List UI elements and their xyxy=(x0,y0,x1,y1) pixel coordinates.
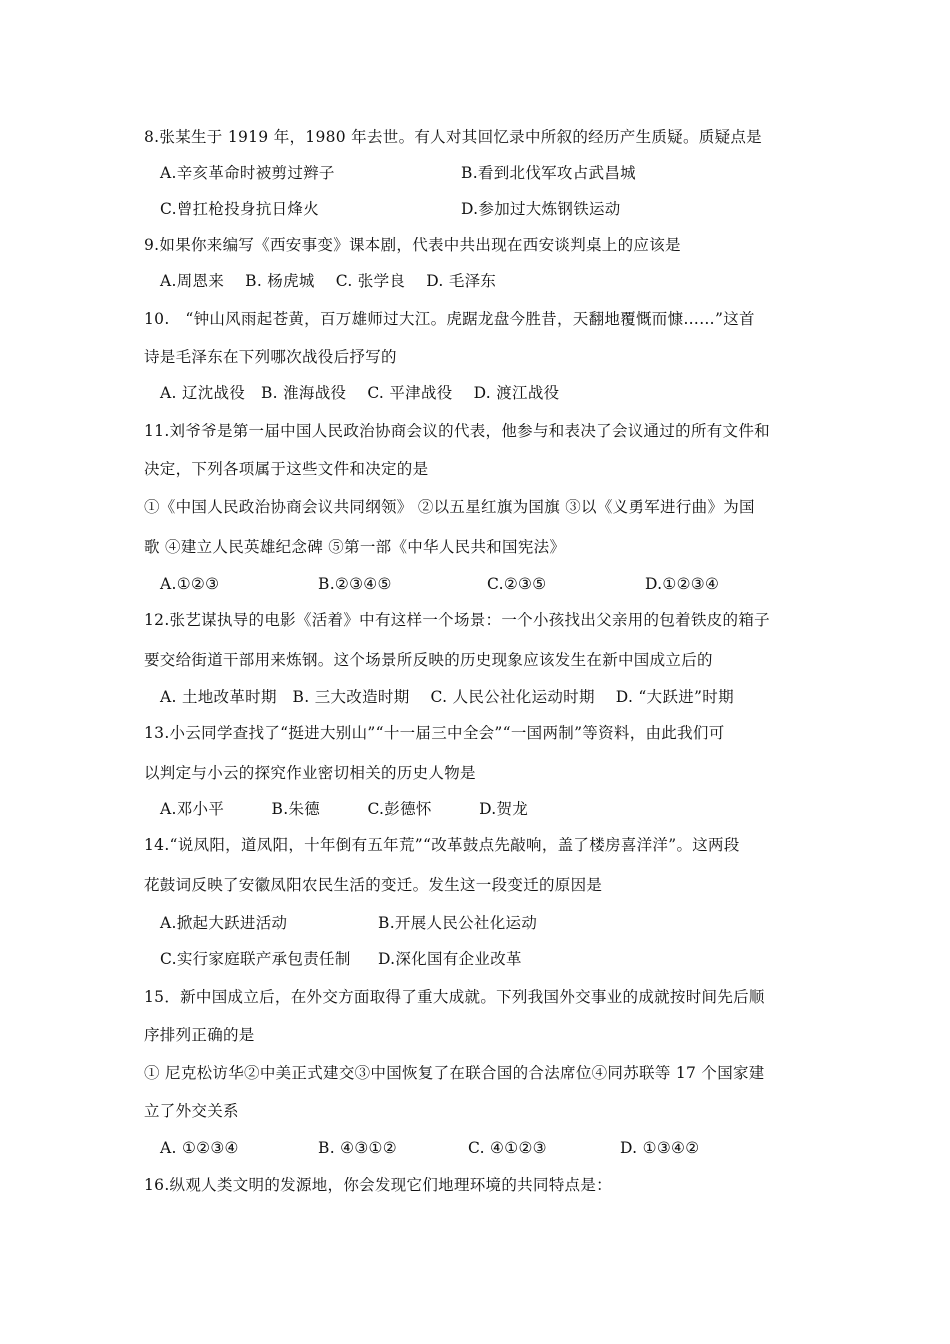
question-12-stem-line2: 要交给街道干部用来炼钢。这个场景所反映的历史现象应该发生在新中国成立后的 xyxy=(144,651,713,669)
question-8-option-c: C.曾扛枪投身抗日烽火 xyxy=(160,200,320,218)
question-14-option-c: C.实行家庭联产承包责任制 xyxy=(160,950,351,968)
question-14-option-a: A.掀起大跃进活动 xyxy=(160,914,288,932)
question-15-option-c: C. ④①②③ xyxy=(468,1139,547,1157)
question-11-stem-line1: 11.刘爷爷是第一届中国人民政治协商会议的代表，他参与和表决了会议通过的所有文件和 xyxy=(144,422,770,440)
question-15-option-d: D. ①③④② xyxy=(620,1139,700,1157)
question-11-items-line1: ①《中国人民政治协商会议共同纲领》 ②以五星红旗为国旗 ③以《义勇军进行曲》为国 xyxy=(144,498,755,516)
question-15-option-b: B. ④③①② xyxy=(318,1139,397,1157)
question-11-option-a: A.①②③ xyxy=(160,575,220,593)
question-13-stem-line2: 以判定与小云的探究作业密切相关的历史人物是 xyxy=(144,764,476,782)
question-10-stem-line2: 诗是毛泽东在下列哪次战役后抒写的 xyxy=(144,348,397,366)
question-9-stem: 9.如果你来编写《西安事变》课本剧，代表中共出现在西安谈判桌上的应该是 xyxy=(144,236,681,254)
question-15-items-line1: ① 尼克松访华②中美正式建交③中国恢复了在联合国的合法席位④同苏联等 17 个国家建 xyxy=(144,1064,765,1082)
question-14-stem-line2: 花鼓词反映了安徽凤阳农民生活的变迁。发生这一段变迁的原因是 xyxy=(144,876,603,894)
question-10-stem-line1: 10. “钟山风雨起苍黄，百万雄师过大江。虎踞龙盘今胜昔，天翻地覆慨而慷……”这首 xyxy=(144,310,755,328)
question-15-stem-line1: 15．新中国成立后，在外交方面取得了重大成就。下列我国外交事业的成就按时间先后顺 xyxy=(144,988,765,1006)
question-14-option-b: B.开展人民公社化运动 xyxy=(378,914,538,932)
question-13-options: A.邓小平 B.朱德 C.彭德怀 D.贺龙 xyxy=(160,800,529,818)
question-13-stem-line1: 13.小云同学查找了“挺进大别山”“十一届三中全会”“一国两制”等资料，由此我们可 xyxy=(144,724,725,742)
question-12-options: A. 土地改革时期 B. 三大改造时期 C. 人民公社化运动时期 D. “大跃进”时期 xyxy=(160,688,734,706)
question-11-option-d: D.①②③④ xyxy=(645,575,720,593)
question-14-stem-line1: 14.“说凤阳，道凤阳，十年倒有五年荒”“改革鼓点先敲响，盖了楼房喜洋洋”。这两段 xyxy=(144,836,740,854)
question-15-stem-line2: 序排列正确的是 xyxy=(144,1026,255,1044)
question-10-options: A. 辽沈战役 B. 淮海战役 C. 平津战役 D. 渡江战役 xyxy=(160,384,560,402)
question-15-option-a: A. ①②③④ xyxy=(160,1139,239,1157)
question-8-option-a: A.辛亥革命时被剪过辫子 xyxy=(160,164,335,182)
question-9-options: A.周恩来 B. 杨虎城 C. 张学良 D. 毛泽东 xyxy=(160,272,497,290)
question-8-stem: 8.张某生于 1919 年，1980 年去世。有人对其回忆录中所叙的经历产生质疑。质疑点是 xyxy=(144,128,762,146)
question-11-stem-line2: 决定，下列各项属于这些文件和决定的是 xyxy=(144,460,429,478)
question-11-option-c: C.②③⑤ xyxy=(487,575,547,593)
question-15-items-line2: 立了外交关系 xyxy=(144,1102,239,1120)
question-14-option-d: D.深化国有企业改革 xyxy=(378,950,522,968)
question-11-option-b: B.②③④⑤ xyxy=(318,575,392,593)
question-16-stem: 16.纵观人类文明的发源地，你会发现它们地理环境的共同特点是： xyxy=(144,1176,612,1194)
question-12-stem-line1: 12.张艺谋执导的电影《活着》中有这样一个场景：一个小孩找出父亲用的包着铁皮的箱子 xyxy=(144,611,770,629)
question-8-option-d: D.参加过大炼钢铁运动 xyxy=(461,200,621,218)
question-8-option-b: B.看到北伐军攻占武昌城 xyxy=(461,164,636,182)
question-11-items-line2: 歌 ④建立人民英雄纪念碑 ⑤第一部《中华人民共和国宪法》 xyxy=(144,538,566,556)
